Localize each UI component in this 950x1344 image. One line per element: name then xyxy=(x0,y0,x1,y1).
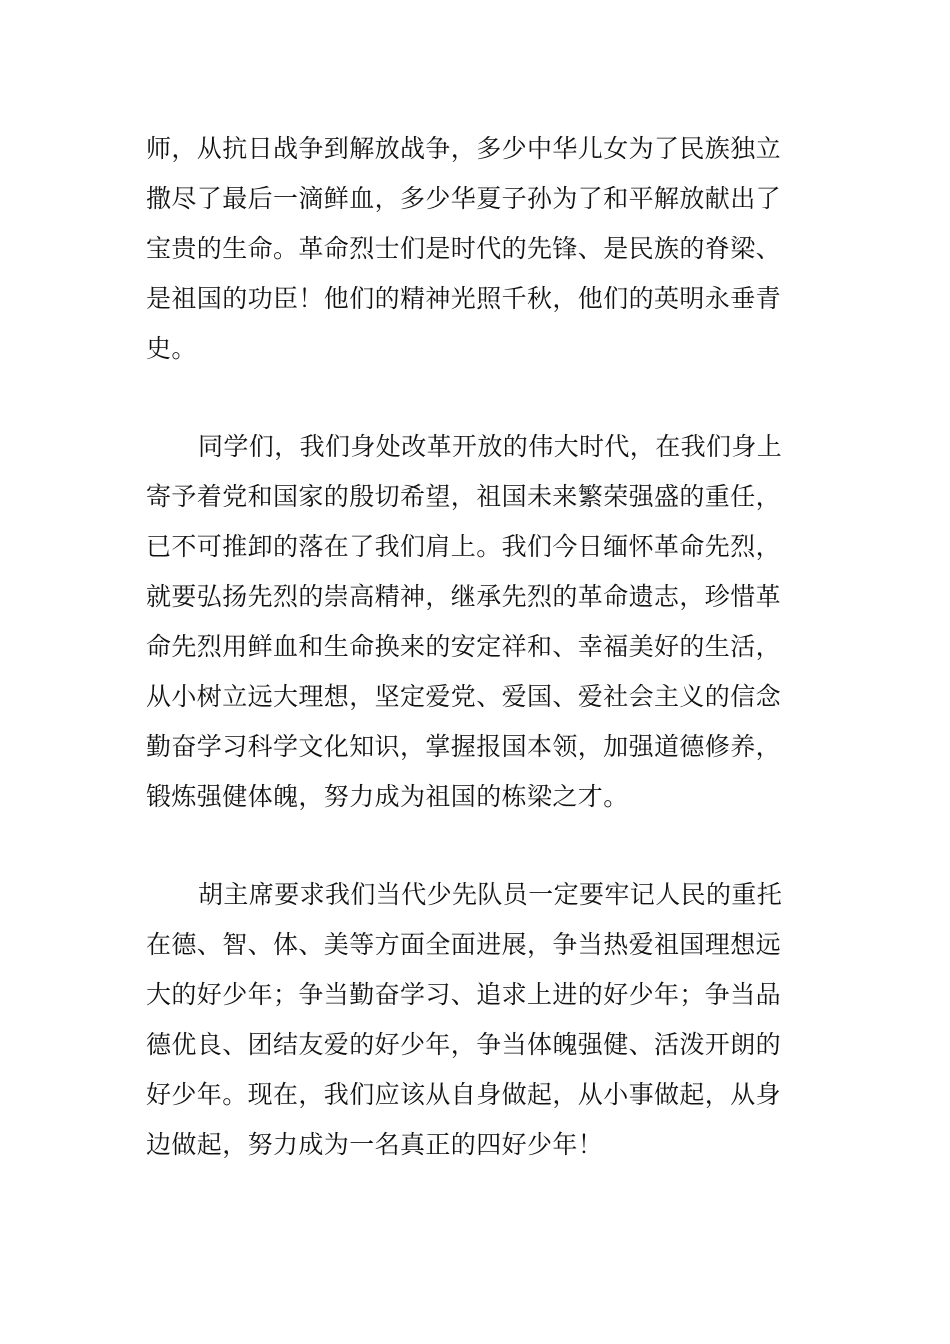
text-line: 勤奋学习科学文化知识，掌握报国本领，加强道德修养， xyxy=(146,732,782,761)
text-line: 好少年。现在，我们应该从自身做起，从小事做起，从身 xyxy=(146,1080,782,1109)
text-line: 寄予着党和国家的殷切希望，祖国未来繁荣强盛的重任， xyxy=(146,482,782,511)
text-line: 史。 xyxy=(146,334,197,363)
text-line: 是祖国的功臣！他们的精神光照千秋，他们的英明永垂青 xyxy=(146,284,782,313)
paragraph-1 xyxy=(146,124,816,374)
text-line: 大的好少年；争当勤奋学习、追求上进的好少年；争当品 xyxy=(146,980,782,1009)
text-line: 命先烈用鲜血和生命换来的安定祥和、幸福美好的生活， xyxy=(146,632,782,661)
text-line: 撒尽了最后一滴鲜血，多少华夏子孙为了和平解放献出了 xyxy=(146,184,782,213)
text-line: 边做起，努力成为一名真正的四好少年！ xyxy=(146,1130,604,1159)
text-line: 德优良、团结友爱的好少年，争当体魄强健、活泼开朗的 xyxy=(146,1030,782,1059)
text-line: 胡主席要求我们当代少先队员一定要牢记人民的重托 xyxy=(198,880,783,909)
text-line: 已不可推卸的落在了我们肩上。我们今日缅怀革命先烈， xyxy=(146,532,782,561)
text-line: 锻炼强健体魄，努力成为祖国的栋梁之才。 xyxy=(146,782,629,811)
text-line: 宝贵的生命。革命烈士们是时代的先锋、是民族的脊梁、 xyxy=(146,234,782,263)
text-line: 就要弘扬先烈的崇高精神，继承先烈的革命遗志，珍惜革 xyxy=(146,582,782,611)
text-line: 师，从抗日战争到解放战争，多少中华儿女为了民族独立 xyxy=(146,134,782,163)
paragraph-2 xyxy=(146,422,816,822)
text-line: 在德、智、体、美等方面全面进展，争当热爱祖国理想远 xyxy=(146,930,782,959)
paragraph-3 xyxy=(146,870,816,1170)
text-line: 从小树立远大理想，坚定爱党、爱国、爱社会主义的信念 xyxy=(146,682,782,711)
text-line: 同学们，我们身处改革开放的伟大时代，在我们身上 xyxy=(198,432,783,461)
